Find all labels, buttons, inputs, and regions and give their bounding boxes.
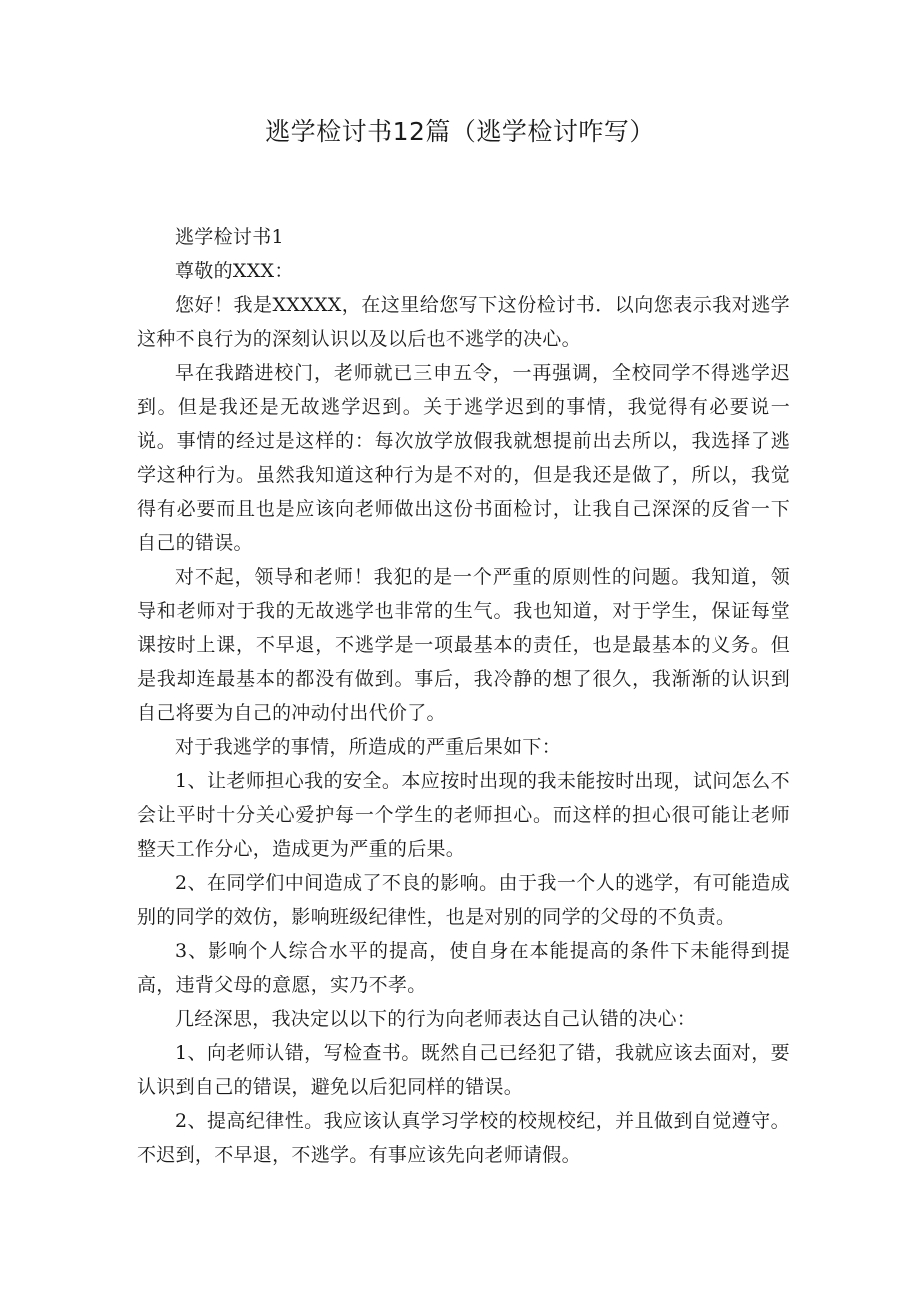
list-item: 3、影响个人综合水平的提高，使自身在本能提高的条件下未能得到提高，违背父母的意愿，实乃不孝。 — [137, 940, 790, 996]
list-item: 1、向老师认错，写检查书。既然自己已经犯了错，我就应该去面对，要认识到自己的错误，避免以后犯同样的错误。 — [137, 1042, 790, 1098]
paragraph: 您好！我是XXXXX，在这里给您写下这份检讨书．以向您表示我对逃学这种不良行为的深刻认识以及以后也不逃学的决心。 — [137, 294, 790, 350]
section-heading: 逃学检讨书1 — [175, 226, 284, 248]
salutation: 尊敬的XXX： — [175, 260, 294, 282]
paragraph: 几经深思，我决定以以下的行为向老师表达自己认错的决心： — [175, 1008, 697, 1030]
list-item: 2、在同学们中间造成了不良的影响。由于我一个人的逃学，有可能造成别的同学的效仿，影响班级纪律性，也是对别的同学的父母的不负责。 — [137, 872, 790, 928]
list-item: 2、提高纪律性。我应该认真学习学校的校规校纪，并且做到自觉遵守。不迟到，不早退，不逃学。有事应该先向老师请假。 — [137, 1110, 790, 1166]
list-item: 1、让老师担心我的安全。本应按时出现的我未能按时出现，试问怎么不会让平时十分关心爱护每一个学生的老师担心。而这样的担心很可能让老师整天工作分心，造成更为严重的后果。 — [137, 770, 790, 860]
paragraph: 对不起，领导和老师！我犯的是一个严重的原则性的问题。我知道，领导和老师对于我的无故逃学也非常的生气。我也知道，对于学生，保证每堂课按时上课，不早退，不逃学是一项最基本的责任，也是最基本的义务。但是我却连最基本的都没有做到。事后，我冷静的想了很久，我渐渐的认识到自己将要为自己的冲动付出代价了。 — [137, 566, 790, 724]
paragraph: 早在我踏进校门，老师就已三申五令，一再强调，全校同学不得逃学迟到。但是我还是无故逃学迟到。关于逃学迟到的事情，我觉得有必要说一说。事情的经过是这样的：每次放学放假我就想提前出去所以，我选择了逃学这种行为。虽然我知道这种行为是不对的，但是我还是做了，所以，我觉得有必要而且也是应该向老师做出这份书面检讨，让我自己深深的反省一下自己的错误。 — [137, 362, 790, 554]
document-body — [137, 220, 790, 1172]
document-title: 逃学检讨书12篇（逃学检讨咋写） — [265, 117, 655, 146]
paragraph: 对于我逃学的事情，所造成的严重后果如下： — [175, 736, 562, 758]
